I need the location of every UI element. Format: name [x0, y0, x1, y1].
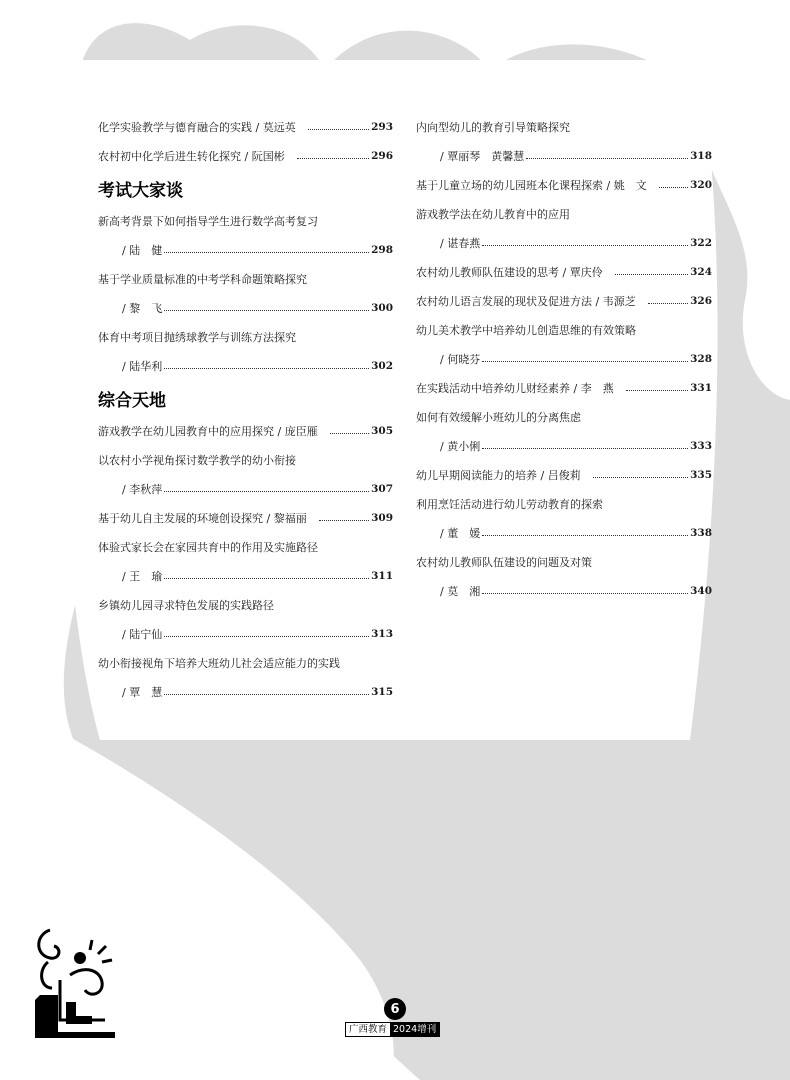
dot-leader — [615, 273, 688, 275]
dot-leader — [482, 360, 688, 362]
toc-page-number: 300 — [371, 301, 393, 314]
toc-page-number: 328 — [690, 352, 712, 365]
toc-author-line — [98, 474, 393, 503]
toc-author: / 陆 健 — [122, 243, 163, 257]
toc-title: 游戏教学法在幼儿教育中的应用 — [416, 207, 570, 221]
toc-title: 内向型幼儿的教育引导策略探究 — [416, 120, 570, 134]
toc-author: / 莫 湘 — [440, 584, 481, 598]
toc-entry — [98, 141, 393, 170]
toc-title: 农村幼儿教师队伍建设的问题及对策 — [416, 555, 592, 569]
dot-leader — [164, 251, 369, 253]
toc-author-line — [416, 576, 712, 605]
toc-author: / 董 媛 — [440, 526, 481, 540]
toc-title: 游戏教学在幼儿园教育中的应用探究 / 庞臣雁 — [98, 424, 318, 438]
toc-title: 如何有效缓解小班幼儿的分离焦虑 — [416, 410, 581, 424]
toc-author-line — [98, 677, 393, 706]
dot-leader — [308, 128, 369, 130]
toc-entry — [416, 460, 712, 489]
dot-leader — [164, 490, 369, 492]
toc-right-column — [416, 112, 712, 605]
toc-author: / 王 瑜 — [122, 569, 163, 583]
toc-title: 以农村小学视角探讨数学教学的幼小衔接 — [98, 453, 296, 467]
toc-author: / 李秋萍 — [122, 482, 163, 496]
toc-title: 基于幼儿自主发展的环境创设探究 / 黎福丽 — [98, 511, 307, 525]
toc-author-line — [98, 561, 393, 590]
toc-title: 幼儿早期阅读能力的培养 / 吕俊莉 — [416, 468, 581, 482]
dot-leader — [164, 309, 369, 311]
toc-page-number: 320 — [690, 178, 712, 191]
dot-leader — [297, 157, 369, 159]
dot-leader — [659, 186, 688, 188]
toc-title: 在实践活动中培养幼儿财经素养 / 李 燕 — [416, 381, 614, 395]
toc-author: / 黎 飞 — [122, 301, 163, 315]
toc-title: 基于儿童立场的幼儿园班本化课程探索 / 姚 文 — [416, 178, 647, 192]
dot-leader — [164, 635, 369, 637]
toc-author-line — [416, 431, 712, 460]
toc-entry — [98, 445, 393, 474]
toc-title: 乡镇幼儿园寻求特色发展的实践路径 — [98, 598, 274, 612]
toc-title: 体验式家长会在家园共育中的作用及实施路径 — [98, 540, 318, 554]
toc-author-line — [416, 141, 712, 170]
toc-entry — [98, 322, 393, 351]
dot-leader — [626, 389, 688, 391]
dot-leader — [482, 592, 688, 594]
dot-leader — [319, 519, 369, 521]
toc-entry — [416, 402, 712, 431]
toc-page-number: 340 — [690, 584, 712, 597]
toc-page-number: 305 — [371, 424, 393, 437]
toc-title: 幼儿美术教学中培养幼儿创造思维的有效策略 — [416, 323, 636, 337]
toc-page-number: 324 — [690, 265, 712, 278]
toc-entry — [416, 547, 712, 576]
toc-page-number: 326 — [690, 294, 712, 307]
toc-page-number: 302 — [371, 359, 393, 372]
toc-entry — [98, 206, 393, 235]
toc-author-line — [98, 235, 393, 264]
toc-page-number: 293 — [371, 120, 393, 133]
dot-leader — [526, 157, 688, 159]
toc-author-line — [416, 518, 712, 547]
toc-title: 幼小衔接视角下培养大班幼儿社会适应能力的实践 — [98, 656, 340, 670]
toc-title: 农村幼儿语言发展的现状及促进方法 / 韦源芝 — [416, 294, 636, 308]
toc-left-column — [98, 112, 393, 706]
toc-page-number: 296 — [371, 149, 393, 162]
dot-leader — [482, 534, 688, 536]
toc-author-line — [98, 293, 393, 322]
toc-author-line — [98, 619, 393, 648]
section-heading: 考试大家谈 — [98, 180, 183, 201]
toc-entry — [98, 416, 393, 445]
toc-entry — [416, 373, 712, 402]
toc-page-number: 335 — [690, 468, 712, 481]
dot-leader — [164, 577, 369, 579]
toc-entry — [98, 112, 393, 141]
toc-title: 化学实验教学与德育融合的实践 / 莫远英 — [98, 120, 296, 134]
toc-page-number: 315 — [371, 685, 393, 698]
toc-entry — [416, 315, 712, 344]
toc-title: 基于学业质量标准的中考学科命题策略探究 — [98, 272, 307, 286]
toc-entry — [98, 590, 393, 619]
toc-page-number: 309 — [371, 511, 393, 524]
toc-title: 农村幼儿教师队伍建设的思考 / 覃庆伶 — [416, 265, 603, 279]
dot-leader — [482, 447, 688, 449]
toc-entry — [98, 264, 393, 293]
toc-entry — [416, 199, 712, 228]
toc-entry — [416, 170, 712, 199]
toc-author: / 覃 慧 — [122, 685, 163, 699]
toc-page-number: 313 — [371, 627, 393, 640]
toc-page-number: 298 — [371, 243, 393, 256]
toc-author: / 覃丽琴 黄馨慧 — [440, 149, 525, 163]
journal-issue: 2024增刊 — [390, 1023, 439, 1036]
journal-name: 广西教育 — [346, 1023, 390, 1036]
toc-title: 体育中考项目抛绣球教学与训练方法探究 — [98, 330, 296, 344]
toc-title: 利用烹饪活动进行幼儿劳动教育的探索 — [416, 497, 603, 511]
toc-page-number: 333 — [690, 439, 712, 452]
dot-leader — [164, 693, 369, 695]
toc-page-number: 322 — [690, 236, 712, 249]
toc-page-number: 307 — [371, 482, 393, 495]
toc-entry — [98, 503, 393, 532]
toc-entry — [416, 489, 712, 518]
toc-author-line — [416, 344, 712, 373]
page-number-badge: 6 — [384, 998, 406, 1020]
toc-page-number: 311 — [371, 569, 393, 582]
toc-author-line — [98, 351, 393, 380]
toc-author: / 谌春燕 — [440, 236, 481, 250]
toc-author: / 黄小俐 — [440, 439, 481, 453]
dot-leader — [164, 367, 369, 369]
corner-ornament-icon — [30, 920, 125, 1040]
toc-title: 新高考背景下如何指导学生进行数学高考复习 — [98, 214, 318, 228]
toc-entry — [98, 532, 393, 561]
toc-author: / 陆华利 — [122, 359, 163, 373]
dot-leader — [648, 302, 688, 304]
toc-title: 农村初中化学后进生转化探究 / 阮国彬 — [98, 149, 285, 163]
toc-author: / 陆宁仙 — [122, 627, 163, 641]
dot-leader — [482, 244, 688, 246]
toc-entry — [416, 257, 712, 286]
toc-page-number: 331 — [690, 381, 712, 394]
journal-label — [345, 1022, 440, 1037]
toc-page-number: 318 — [690, 149, 712, 162]
toc-author-line — [416, 228, 712, 257]
dot-leader — [593, 476, 688, 478]
toc-entry — [416, 112, 712, 141]
toc-entry — [416, 286, 712, 315]
dot-leader — [330, 432, 369, 434]
toc-entry — [98, 648, 393, 677]
toc-page-number: 338 — [690, 526, 712, 539]
section-heading: 综合天地 — [98, 390, 166, 411]
toc-author: / 何晓芬 — [440, 352, 481, 366]
